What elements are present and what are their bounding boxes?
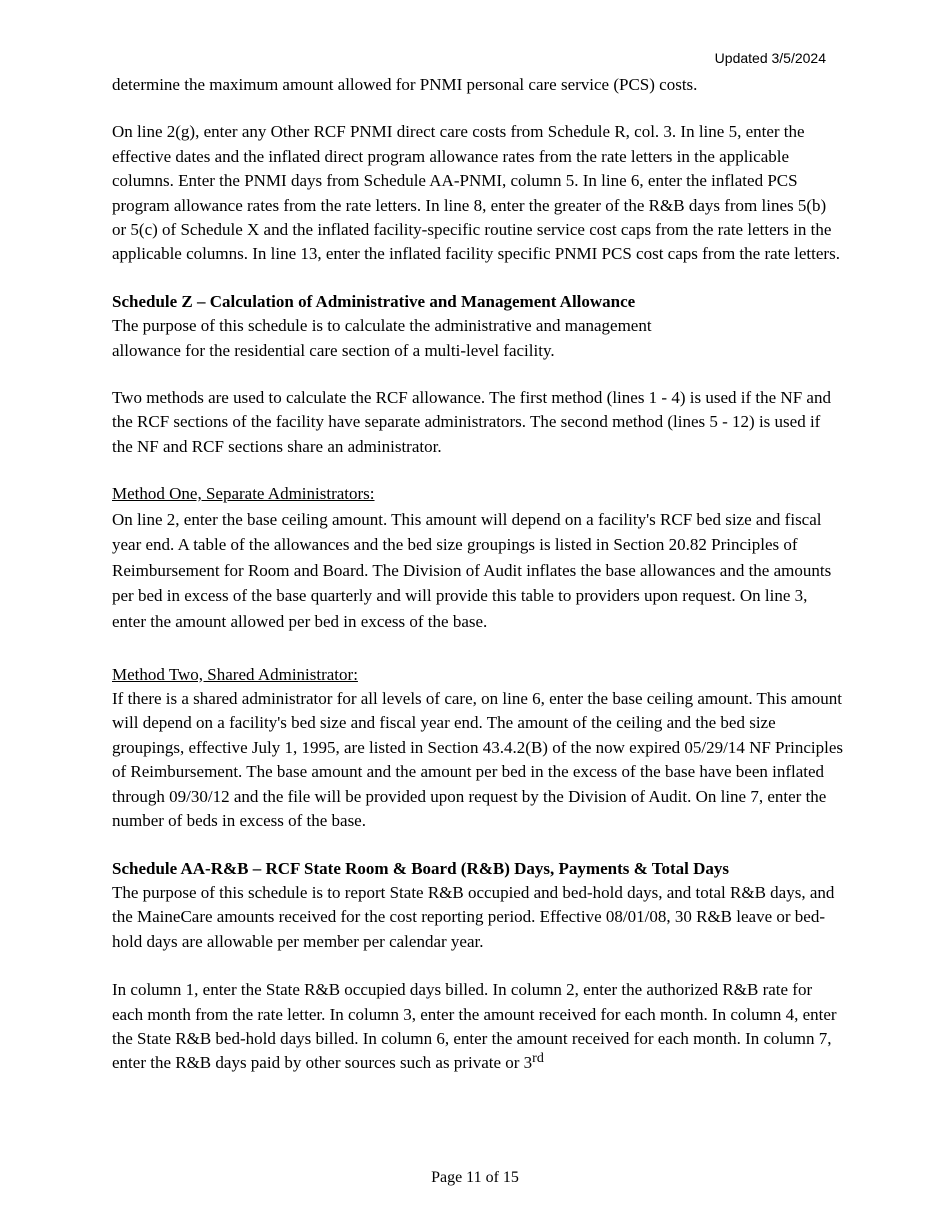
paragraph-line-instructions: On line 2(g), enter any Other RCF PNMI direct care costs from Schedule R, col. 3. In line 5, enter the effective dates and the inflated direct program allowance rates from the rate letters in the applicable columns. Enter the PNMI days from Schedule AA-PNMI, column 5. In line 6, enter the inflated PCS program allowance rates from the rate letters. In line 8, enter the greater of the R&B days from lines 5(b) or 5(c) of Schedule X and the inflated facility-specific routine service cost caps from the rate letters in the applicable columns. In line 13, enter the inflated facility specific PNMI PCS cost caps from the rate letters. — [112, 122, 840, 264]
paragraph-pnmi-continued: determine the maximum amount allowed for PNMI personal care service (PCS) costs. — [112, 75, 698, 94]
heading-schedule-aa-rb: Schedule AA-R&B – RCF State Room & Board (R&B) Days, Payments & Total Days — [112, 858, 730, 878]
heading-method-one: Method One, Separate Administrators: — [112, 484, 375, 504]
heading-schedule-z: Schedule Z – Calculation of Administrative and Management Allowance — [112, 291, 636, 311]
ordinal-suffix: rd — [532, 1051, 544, 1067]
document-body — [112, 73, 844, 1076]
paragraph-two-methods: Two methods are used to calculate the RCF allowance. The first method (lines 1 - 4) is used if the NF and the RCF sections of the facility have separate administrators. The second method (lines 5 - 12) is used if the NF and RCF sections share an administrator. — [112, 388, 831, 456]
paragraph-column-instructions — [112, 978, 844, 1076]
paragraph-method-two: If there is a shared administrator for all levels of care, on line 6, enter the base ceiling amount. This amount will depend on a facility's bed size and fiscal year end. The amount of the ceiling and the bed size groupings, effective July 1, 1995, are listed in Section 43.4.2(B) of the now expired 05/29/14 NF Principles of Reimbursement. The base amount and the amount per bed in the excess of the base have been inflated through 09/30/12 and the file will be provided upon request by the Division of Audit. On line 7, enter the number of beds in excess of the base. — [112, 689, 844, 831]
schedule-z-purpose-line-1: The purpose of this schedule is to calculate the administrative and management — [112, 316, 652, 336]
heading-method-two: Method Two, Shared Administrator: — [112, 664, 358, 684]
column-instructions-text: In column 1, enter the State R&B occupied days billed. In column 2, enter the authorized R&B rate for each month from the rate letter. In column 3, enter the amount received for each month. In column 4, enter the State R&B bed-hold days billed. In column 6, enter the amount received for each month. In column 7, enter the R&B days paid by other sources such as private or 3 — [112, 980, 837, 1073]
updated-date: Updated 3/5/2024 — [714, 50, 826, 66]
page-number: Page 11 of 15 — [431, 1169, 519, 1186]
paragraph-method-one: On line 2, enter the base ceiling amount. This amount will depend on a facility's RCF bed size and fiscal year end. A table of the allowances and the bed size groupings is listed in Section 20.82 Principles of Reimbursement for Room and Board. The Division of Audit inflates the base allowances and the amounts per bed in excess of the base quarterly and will provide this table to providers upon request. On line 3, enter the amount allowed per bed in excess of the base. — [112, 509, 832, 632]
paragraph-schedule-aa-purpose: The purpose of this schedule is to report State R&B occupied and bed-hold days, and total R&B days, and the MaineCare amounts received for the cost reporting period. Effective 08/01/08, 30 R&B leave or bed- hold days are allowable per member per calendar year. — [112, 882, 835, 951]
schedule-z-purpose-line-2: allowance for the residential care section of a multi-level facility. — [112, 340, 555, 360]
